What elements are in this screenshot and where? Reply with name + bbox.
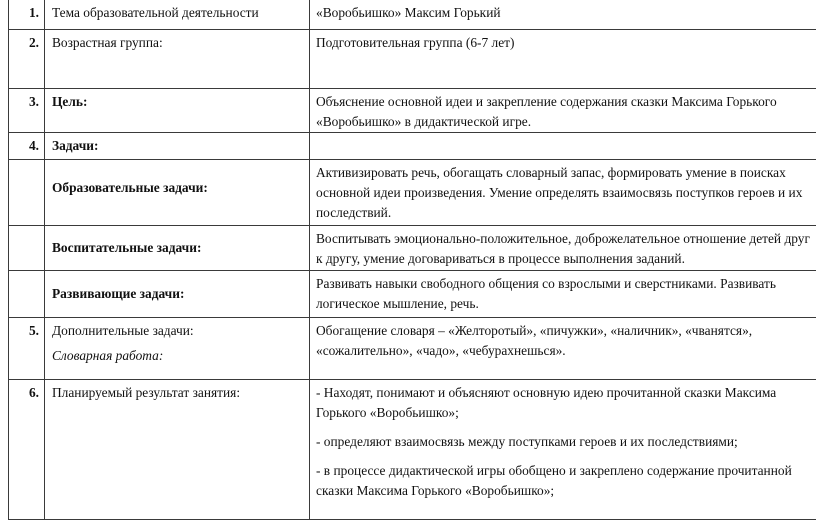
row-label: Воспитательные задачи: [45, 226, 310, 271]
row-value [310, 271, 816, 318]
row-label [45, 318, 310, 380]
row-number [9, 160, 45, 226]
result-item [316, 461, 816, 501]
table-row [9, 133, 816, 160]
table-row [9, 160, 816, 226]
row-value [310, 226, 816, 271]
row-label-text: Дополнительные задачи: [52, 321, 303, 341]
row-value [310, 89, 816, 133]
text-line: - в процессе дидактической игры обобщено и закреплено содержание прочитанной [316, 461, 816, 481]
row-number [9, 271, 45, 318]
row-value: «Воробьишко» Максим Горький [310, 0, 816, 30]
text-line: - определяют взаимосвязь между поступками героев и их последствиями; [316, 432, 816, 452]
row-label: Планируемый результат занятия: [45, 380, 310, 520]
text-line: Горького «Воробьишко»; [316, 403, 816, 423]
text-line: «сожалительно», «чадо», «чебурахнешься». [316, 341, 816, 361]
text-line: Обогащение словаря – «Желторотый», «пичужки», «наличник», «чванятся», [316, 321, 816, 341]
row-number: 3. [9, 89, 45, 133]
table-row [9, 0, 816, 30]
text-line: логическое мышление, речь. [316, 294, 816, 314]
table-row [9, 380, 816, 520]
text-line: - Находят, понимают и объясняют основную идею прочитанной сказки Максима [316, 383, 816, 403]
row-value [310, 318, 816, 380]
row-label: Развивающие задачи: [45, 271, 310, 318]
text-line: основной идеи произведения. Умение определять взаимосвязь поступков героев и их [316, 183, 816, 203]
row-number: 1. [9, 0, 45, 30]
result-item [316, 383, 816, 423]
row-label: Тема образовательной деятельности [45, 0, 310, 30]
row-number: 6. [9, 380, 45, 520]
table-row [9, 30, 816, 89]
text-line: сказки Максима Горького «Воробьишко»; [316, 481, 816, 501]
text-line: последствий. [316, 203, 816, 223]
row-number [9, 226, 45, 271]
row-number: 4. [9, 133, 45, 160]
row-value [310, 380, 816, 520]
text-line: к другу, умение договариваться в процессе выполнения заданий. [316, 249, 816, 269]
result-item [316, 432, 816, 452]
text-line: Воспитывать эмоционально-положительное, доброжелательное отношение детей друг [316, 229, 816, 249]
row-label: Задачи: [45, 133, 310, 160]
text-line: Объяснение основной идеи и закрепление содержания сказки Максима Горького [316, 92, 816, 112]
row-value [310, 133, 816, 160]
table-row [9, 318, 816, 380]
row-label: Возрастная группа: [45, 30, 310, 89]
row-label: Образовательные задачи: [45, 160, 310, 226]
row-sublabel: Словарная работа: [52, 346, 303, 366]
row-value [310, 160, 816, 226]
lesson-plan-table [8, 0, 816, 520]
row-value: Подготовительная группа (6-7 лет) [310, 30, 816, 89]
row-label: Цель: [45, 89, 310, 133]
table-row [9, 89, 816, 133]
row-number: 2. [9, 30, 45, 89]
table-row [9, 271, 816, 318]
text-line: «Воробьишко» в дидактической игре. [316, 112, 816, 132]
text-line: Активизировать речь, обогащать словарный запас, формировать умение в поисках [316, 163, 816, 183]
row-number: 5. [9, 318, 45, 380]
text-line: Развивать навыки свободного общения со взрослыми и сверстниками. Развивать [316, 274, 816, 294]
table-row [9, 226, 816, 271]
